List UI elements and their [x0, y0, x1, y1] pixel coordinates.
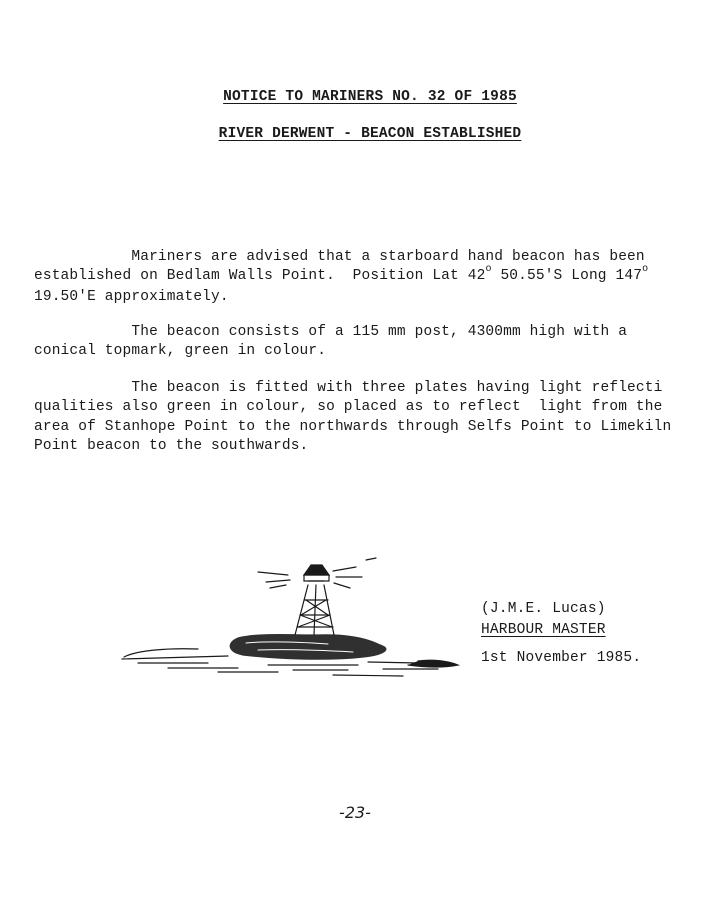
p2-line-2: conical topmark, green in colour. [34, 343, 327, 360]
light-ray [258, 572, 288, 575]
light-ray [333, 567, 356, 571]
p2-line-1: The beacon consists of a 115 mm post, 4300mm high with a [34, 324, 628, 340]
p1-line-1: Mariners are advised that a starboard hand beacon has been [34, 249, 645, 265]
p3-line-1: The beacon is fitted with three plates having light reflecti [34, 380, 663, 396]
lamp-housing [304, 575, 329, 581]
signatory-title: HARBOUR MASTER [481, 622, 606, 638]
degree-symbol-long: o [642, 264, 649, 276]
p3-line-3: area of Stanhope Point to the northwards through Selfs Point to Limekiln [34, 418, 672, 435]
notice-title [0, 89, 720, 105]
light-ray [366, 558, 376, 560]
p1-line-2b: 50.55'S Long 147 [491, 268, 643, 285]
page-number: -23- [339, 803, 371, 822]
paragraph-reflectors [34, 379, 720, 456]
p1-line-2a: established on Bedlam Walls Point. Position Lat 42 [34, 268, 486, 285]
beacon-sketch-icon [118, 555, 463, 690]
notice-subtitle [0, 126, 720, 142]
light-ray [334, 583, 350, 588]
degree-symbol-lat: o [485, 264, 492, 276]
paragraph-construction [34, 323, 720, 362]
water-line [124, 649, 198, 657]
light-ray [270, 585, 286, 588]
notice-subtitle-text: RIVER DERWENT - BEACON ESTABLISHED [218, 126, 522, 142]
signatory-name: (J.M.E. Lucas) [481, 601, 606, 617]
notice-title-text: NOTICE TO MARINERS NO. 32 OF 1985 [223, 89, 517, 105]
rock [230, 635, 386, 660]
paragraph-position [34, 248, 720, 307]
p3-line-2: qualities also green in colour, so placed as to reflect light from the [34, 399, 663, 416]
light-ray [266, 580, 290, 582]
notice-date: 1st November 1985. [481, 650, 642, 666]
topmark [304, 565, 329, 575]
p1-line-3: 19.50'E approximately. [34, 288, 229, 305]
p3-line-4: Point beacon to the southwards. [34, 437, 309, 454]
